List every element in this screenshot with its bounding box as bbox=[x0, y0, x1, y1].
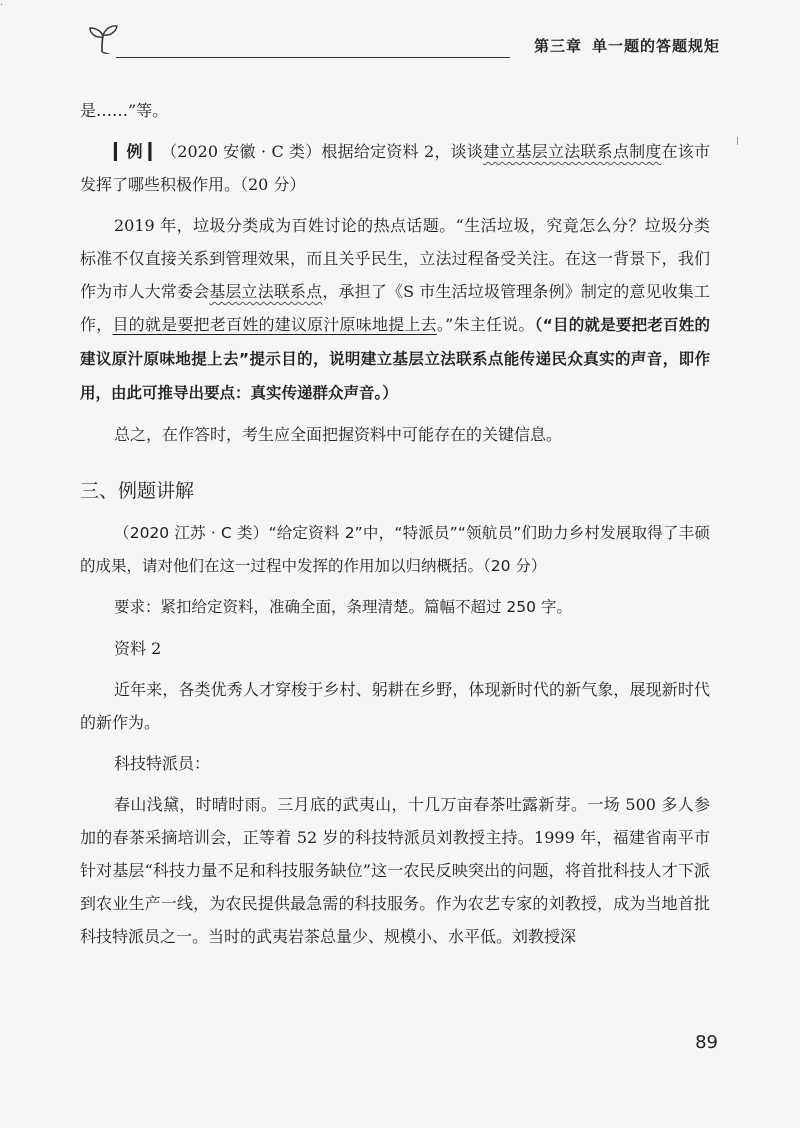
example-paragraph bbox=[80, 135, 710, 201]
para1-part-a: 2019 年，垃圾分类成为百姓讨论的热点话题。“生活垃圾，究竟怎么分？垃圾分类标准不仅直接关系到管理效果，而且关乎民生，立法过程备受关注。在这一背景下，我们作为市人大常委会 bbox=[80, 216, 710, 301]
running-header bbox=[80, 20, 720, 60]
para1-part-b: ，承担了《S 市生活垃圾管理条例》制定的意见收集工作， bbox=[80, 282, 710, 334]
material-subheading: 科技特派员： bbox=[114, 754, 211, 773]
page-body bbox=[80, 94, 710, 953]
material-title: 资料 2 bbox=[114, 639, 162, 658]
para1-annotation: （“目的就是要把老百姓的建议原汁原味地提上去”提示目的，说明建立基层立法联系点能传递民众真实的声音，即作用，由此可推导出要点：真实传递群众声音。） bbox=[80, 316, 710, 402]
example-wavy-text: 建立基层立法联系点制度 bbox=[483, 142, 662, 161]
chapter-label: 第三章 bbox=[533, 37, 582, 55]
sprout-icon bbox=[86, 22, 120, 54]
question-text: （2020 江苏 · C 类）“给定资料 2”中，“特派员”“领航员”们助力乡村发展取得了丰硕的成果，请对他们在这一过程中发挥的作用加以归纳概括。（20 分） bbox=[80, 524, 710, 575]
header-rule bbox=[116, 57, 510, 58]
para1-part-c: 。”朱主任说。 bbox=[436, 315, 535, 334]
continued-text: 是……”等。 bbox=[80, 101, 169, 120]
material-paragraph-1: 近年来，各类优秀人才穿梭于乡村、躬耕在乡野，体现新时代的新气象，展现新时代的新作为。 bbox=[80, 680, 710, 732]
section-heading: 三、例题讲解 bbox=[80, 480, 195, 502]
requirement-text: 要求：紧扣给定资料，准确全面，条理清楚。篇幅不超过 250 字。 bbox=[114, 598, 572, 616]
page-number: 89 bbox=[695, 1032, 718, 1053]
margin-mark bbox=[737, 137, 738, 145]
corner-speck: · bbox=[0, 0, 4, 11]
para1-wavy-text: 基层立法联系点 bbox=[209, 282, 323, 301]
example-text-post: 在该市发挥了哪些积极作用。（20 分） bbox=[80, 142, 710, 194]
body-paragraph-1 bbox=[80, 209, 710, 410]
chapter-title: 单一题的答题规矩 bbox=[591, 37, 720, 55]
example-label: ▎例 ▎ bbox=[114, 142, 161, 161]
body-paragraph-2: 总之，在作答时，考生应全面把握资料中可能存在的关键信息。 bbox=[114, 425, 563, 444]
para1-underlined-text: 目的就是要把老百姓的建议原汁原味地提上去 bbox=[112, 315, 437, 334]
material-paragraph-2: 春山浅黛，时晴时雨。三月底的武夷山，十几万亩春茶吐露新芽。一场 500 多人参加的春茶采摘培训会，正等着 52 岁的科技特派员刘教授主持。1999 年，福建省南平市针对基层“科技力量不足和科技服务缺位”这一农民反映突出的问题，将首批科技人才下派到农业生产一线，为农民提供最急需的科技服务。作为农艺专家的刘教授，成为当地首批科技特派员之一。当时的武夷岩茶总量少、规模小、水平低。刘教授深 bbox=[80, 795, 710, 946]
header-title bbox=[524, 35, 720, 56]
example-text-pre: （2020 安徽 · C 类）根据给定资料 2，谈谈 bbox=[160, 142, 484, 161]
